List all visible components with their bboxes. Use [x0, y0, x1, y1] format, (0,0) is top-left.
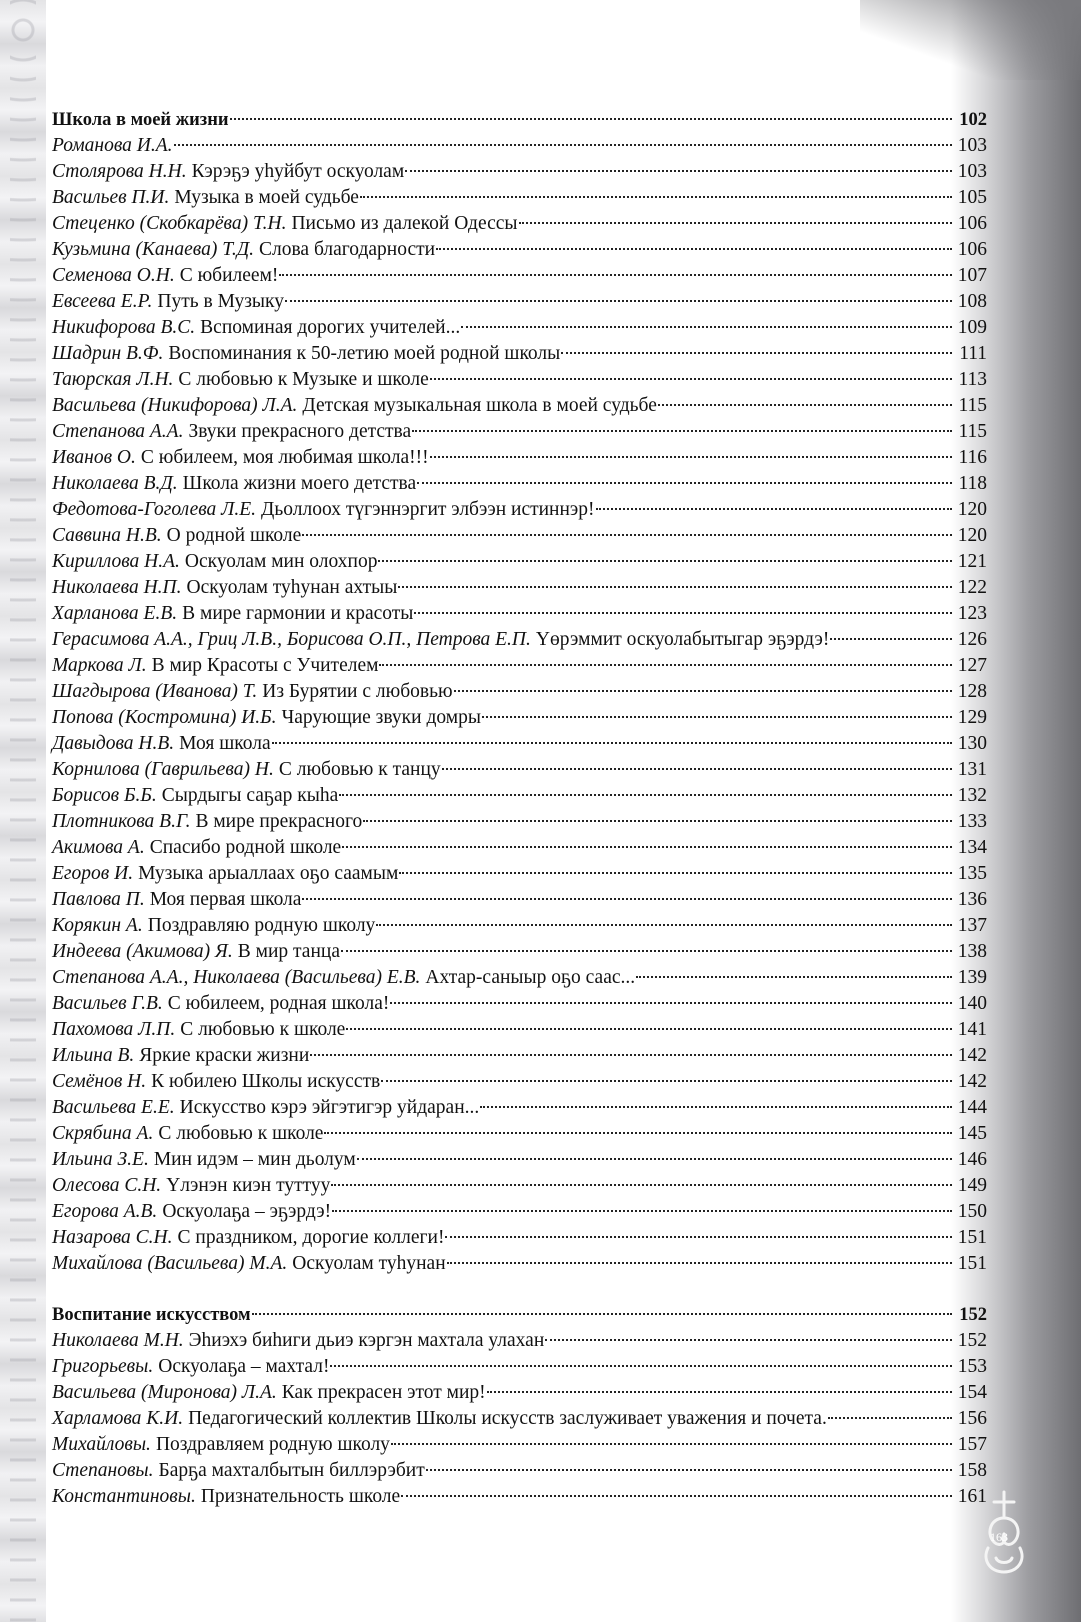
entry-page-number: 120 [957, 499, 987, 520]
entry-title: Слова благодарности [258, 239, 436, 260]
entry-title: С любовью к танцу [278, 759, 441, 780]
dot-leader [412, 430, 952, 432]
entry-author: Павлова П. [52, 889, 145, 910]
entry-page-number: 133 [957, 811, 987, 832]
entry-author: Егоров И. [52, 863, 134, 884]
dot-leader [436, 248, 952, 250]
dot-leader [426, 1469, 952, 1471]
entry-author: Пахомова Л.П. [52, 1019, 176, 1040]
toc-entry[interactable] [52, 1251, 987, 1277]
dot-leader [480, 1106, 952, 1108]
entry-page-number: 127 [957, 655, 987, 676]
dot-leader [445, 1236, 952, 1238]
entry-page-number: 157 [957, 1434, 987, 1455]
entry-title: В мире прекрасного [195, 811, 363, 832]
entry-author: Михайлова (Васильева) М.А. [52, 1253, 288, 1274]
entry-title: Үлэнэн киэн туттуу [166, 1175, 331, 1196]
toc-entry[interactable] [52, 1043, 987, 1069]
top-corner-shadow [860, 0, 1081, 80]
entry-author: Евсеева Е.Р. [52, 291, 153, 312]
entry-title: Оскуолам туһунан ахтыы [186, 577, 398, 598]
toc-entry[interactable] [52, 523, 987, 549]
entry-title: Кэрэҕэ уһуйбут оскуолам [191, 161, 405, 182]
toc-entry[interactable] [52, 133, 987, 159]
toc-entry[interactable] [52, 159, 987, 185]
entry-page-number: 130 [957, 733, 987, 754]
toc-entry[interactable] [52, 1173, 987, 1199]
entry-author: Попова (Костромина) И.Б. [52, 707, 277, 728]
entry-page-number: 132 [957, 785, 987, 806]
toc-entry[interactable] [52, 1484, 987, 1510]
toc-entry[interactable] [52, 1354, 987, 1380]
left-ornamental-border [0, 0, 46, 1622]
entry-page-number: 152 [957, 1330, 987, 1351]
toc-entry[interactable] [52, 185, 987, 211]
dot-leader [561, 352, 952, 354]
toc-entry[interactable] [52, 1147, 987, 1173]
toc-entry[interactable] [52, 809, 987, 835]
toc-entry[interactable] [52, 627, 987, 653]
entry-title: Вспоминая дорогих учителей... [200, 317, 461, 338]
entry-author: Федотова-Гоголева Л.Е. [52, 499, 257, 520]
entry-page-number: 151 [957, 1227, 987, 1248]
dot-leader [379, 664, 952, 666]
entry-title: В мире гармонии и красоты [182, 603, 414, 624]
dot-leader [391, 1443, 952, 1445]
entry-page-number: 142 [957, 1045, 987, 1066]
entry-page-number: 116 [958, 447, 987, 468]
dot-leader [487, 1391, 952, 1393]
entry-page-number: 150 [957, 1201, 987, 1222]
entry-author: Семенова О.Н. [52, 265, 175, 286]
entry-author: Степанова А.А., Николаева (Васильева) Е.В. [52, 967, 421, 988]
entry-page-number: 142 [957, 1071, 987, 1092]
entry-title: Звуки прекрасного детства [188, 421, 412, 442]
dot-leader [332, 1210, 952, 1212]
toc-entry[interactable] [52, 1328, 987, 1354]
dot-leader [342, 846, 952, 848]
entry-page-number: 111 [959, 343, 987, 364]
entry-page-number: 161 [957, 1486, 987, 1507]
entry-page-number: 158 [957, 1460, 987, 1481]
dot-leader [341, 950, 952, 952]
entry-title: Как прекрасен этот мир! [281, 1382, 486, 1403]
entry-author: Харланова Е.В. [52, 603, 178, 624]
toc-entry[interactable] [52, 1380, 987, 1406]
entry-author: Егорова А.В. [52, 1201, 158, 1222]
dot-leader [442, 768, 952, 770]
entry-author: Константиновы. [52, 1486, 196, 1507]
dot-leader [331, 1184, 952, 1186]
dot-leader [398, 586, 952, 588]
toc-entry[interactable] [52, 1406, 987, 1432]
entry-title: Моя школа [179, 733, 271, 754]
entry-page-number: 140 [957, 993, 987, 1014]
entry-page-number: 156 [957, 1408, 987, 1429]
toc-entry[interactable] [52, 549, 987, 575]
entry-author: Давыдова Н.В. [52, 733, 175, 754]
entry-author: Никифорова В.С. [52, 317, 196, 338]
entry-author: Васильев Г.В. [52, 993, 163, 1014]
entry-page-number: 113 [958, 369, 987, 390]
dot-leader [482, 716, 952, 718]
dot-leader [430, 456, 952, 458]
toc-entry[interactable] [52, 471, 987, 497]
toc-entry[interactable] [52, 679, 987, 705]
toc-entry[interactable] [52, 393, 987, 419]
entry-title: Музыка арыаллаах оҕо саамым [138, 863, 399, 884]
dot-leader [405, 170, 952, 172]
entry-title: Барҕа махталбытын биллэрэбит [158, 1460, 425, 1481]
toc-entry[interactable] [52, 445, 987, 471]
dot-leader [596, 508, 952, 510]
entry-title: Признательность школе [200, 1486, 401, 1507]
entry-page-number: 144 [957, 1097, 987, 1118]
entry-author: Васильева Е.Е. [52, 1097, 175, 1118]
entry-title: Мин идэм – мин дьолум [153, 1149, 356, 1170]
entry-title: Оскуолам туһунан [292, 1253, 446, 1274]
dot-leader [363, 820, 952, 822]
dot-leader [376, 924, 952, 926]
entry-page-number: 151 [957, 1253, 987, 1274]
entry-page-number: 105 [957, 187, 987, 208]
dot-leader [390, 1002, 952, 1004]
entry-author: Плотникова В.Г. [52, 811, 191, 832]
entry-title: С любовью к школе [180, 1019, 346, 1040]
entry-title: Моя первая школа [149, 889, 302, 910]
toc-entry[interactable] [52, 913, 987, 939]
dot-leader [346, 1028, 952, 1030]
entry-page-number: 146 [957, 1149, 987, 1170]
entry-page-number: 120 [957, 525, 987, 546]
entry-title: Школа жизни моего детства [182, 473, 417, 494]
entry-title: Искусство кэрэ эйгэтигэр уйдаран... [179, 1097, 480, 1118]
dot-leader [310, 1054, 952, 1056]
dot-leader [447, 1262, 952, 1264]
entry-page-number: 122 [957, 577, 987, 598]
toc-entry[interactable] [52, 965, 987, 991]
dot-leader [378, 560, 952, 562]
toc-entry[interactable] [52, 1095, 987, 1121]
dot-leader [302, 534, 952, 536]
entry-page-number: 153 [957, 1356, 987, 1377]
dot-leader [285, 300, 952, 302]
entry-page-number: 115 [958, 395, 987, 416]
toc-entry[interactable] [52, 1458, 987, 1484]
toc-entry[interactable] [52, 731, 987, 757]
entry-page-number: 126 [957, 629, 987, 650]
toc-entry[interactable] [52, 367, 987, 393]
entry-title: К юбилею Школы искусств [151, 1071, 381, 1092]
section-page-number: 102 [959, 110, 987, 130]
entry-title: С юбилеем, моя любимая школа!!! [140, 447, 429, 468]
entry-page-number: 106 [957, 239, 987, 260]
entry-page-number: 106 [957, 213, 987, 234]
toc-entry[interactable] [52, 419, 987, 445]
entry-title: Яркие краски жизни [139, 1045, 310, 1066]
toc-entry[interactable] [52, 497, 987, 523]
entry-title: Письмо из далекой Одессы [291, 213, 518, 234]
entry-author: Кузьмина (Канаева) Т.Д. [52, 239, 254, 260]
dot-leader [252, 1313, 952, 1315]
entry-author: Романова И.А. [52, 135, 173, 156]
entry-author: Васильева (Никифорова) Л.А. [52, 395, 298, 416]
entry-author: Шагдырова (Иванова) Т. [52, 681, 258, 702]
entry-title: Дьоллоох түгэннэргит элбээн истиннэр! [261, 499, 595, 520]
entry-author: Корнилова (Гаврильева) Н. [52, 759, 274, 780]
entry-page-number: 109 [957, 317, 987, 338]
toc-entry[interactable] [52, 653, 987, 679]
entry-page-number: 134 [957, 837, 987, 858]
section-gap [52, 1277, 987, 1302]
toc-entry[interactable] [52, 783, 987, 809]
entry-author: Столярова Н.Н. [52, 161, 187, 182]
entry-title: В мир танца [237, 941, 340, 962]
toc-entry[interactable] [52, 1069, 987, 1095]
entry-title: Педагогический коллектив Школы искусств заслуживает уважения и почета. [188, 1408, 827, 1429]
entry-author: Кириллова Н.А. [52, 551, 180, 572]
entry-author: Маркова Л. [52, 655, 147, 676]
dot-leader [324, 1132, 952, 1134]
entry-author: Васильева (Миронова) Л.А. [52, 1382, 277, 1403]
entry-author: Ильина В. [52, 1045, 135, 1066]
entry-title: Оскуолаҕа – махтал! [158, 1356, 330, 1377]
entry-author: Семёнов Н. [52, 1071, 147, 1092]
toc-entry[interactable] [52, 601, 987, 627]
entry-page-number: 135 [957, 863, 987, 884]
entry-author: Михайловы. [52, 1434, 151, 1455]
entry-author: Харламова К.И. [52, 1408, 184, 1429]
dot-leader [636, 976, 952, 978]
entry-page-number: 103 [957, 135, 987, 156]
entry-title: Эһиэхэ биһиги дьиэ кэргэн махтала улахан [188, 1330, 545, 1351]
toc-entry[interactable] [52, 939, 987, 965]
entry-author: Васильев П.И. [52, 187, 170, 208]
toc-entry[interactable] [52, 263, 987, 289]
entry-page-number: 128 [957, 681, 987, 702]
dot-leader [339, 794, 952, 796]
toc-entry[interactable] [52, 237, 987, 263]
toc-section-heading[interactable] [52, 107, 987, 133]
dot-leader [830, 638, 952, 640]
entry-author: Стеценко (Скобкарёва) Т.Н. [52, 213, 287, 234]
entry-title: Поздравляем родную школу [155, 1434, 390, 1455]
entry-author: Скрябина А. [52, 1123, 154, 1144]
toc-entry[interactable] [52, 1199, 987, 1225]
dot-leader [399, 872, 952, 874]
dot-leader [519, 222, 953, 224]
dot-leader [828, 1417, 952, 1419]
dot-leader [230, 118, 952, 120]
dot-leader [430, 378, 952, 380]
entry-title: С юбилеем, родная школа! [167, 993, 390, 1014]
entry-title: С любовью к школе [158, 1123, 324, 1144]
entry-title: О родной школе [166, 525, 302, 546]
toc-entry[interactable] [52, 575, 987, 601]
entry-author: Корякин А. [52, 915, 143, 936]
toc-entry[interactable] [52, 835, 987, 861]
dot-leader [272, 742, 952, 744]
toc-entry[interactable] [52, 341, 987, 367]
toc-entry[interactable] [52, 211, 987, 237]
dot-leader [414, 612, 952, 614]
entry-title: Поздравляю родную школу [147, 915, 376, 936]
entry-author: Григорьевы. [52, 1356, 154, 1377]
entry-author: Таюрская Л.Н. [52, 369, 174, 390]
entry-author: Олесова С.Н. [52, 1175, 162, 1196]
entry-title: Үөрэммит оскуолабытыгар эҕэрдэ! [535, 629, 830, 650]
entry-author: Иванов О. [52, 447, 136, 468]
entry-author: Николаева М.Н. [52, 1330, 184, 1351]
entry-author: Саввина Н.В. [52, 525, 162, 546]
entry-title: Путь в Музыку [157, 291, 284, 312]
entry-title: Музыка в моей судьбе [174, 187, 359, 208]
toc-entry[interactable] [52, 1432, 987, 1458]
entry-page-number: 154 [957, 1382, 987, 1403]
table-of-contents [52, 107, 987, 1510]
dot-leader [174, 144, 952, 146]
entry-page-number: 107 [957, 265, 987, 286]
toc-entry[interactable] [52, 991, 987, 1017]
toc-entry[interactable] [52, 1017, 987, 1043]
dot-leader [401, 1495, 952, 1497]
dot-leader [279, 274, 952, 276]
entry-title: Воспоминания к 50-летию моей родной школы [168, 343, 561, 364]
entry-page-number: 121 [957, 551, 987, 572]
dot-leader [658, 404, 952, 406]
entry-page-number: 108 [957, 291, 987, 312]
entry-title: С юбилеем! [179, 265, 279, 286]
entry-title: Оскуолаҕа – эҕэрдэ! [162, 1201, 332, 1222]
toc-entry[interactable] [52, 315, 987, 341]
entry-page-number: 118 [958, 473, 987, 494]
entry-title: Детская музыкальная школа в моей судьбе [302, 395, 657, 416]
entry-author: Назарова С.Н. [52, 1227, 173, 1248]
toc-entry[interactable] [52, 1121, 987, 1147]
page-number: 163 [990, 1530, 1008, 1544]
entry-title: С праздником, дорогие коллеги! [177, 1227, 445, 1248]
entry-author: Герасимова А.А., Гриц Л.В., Борисова О.П., Петрова Е.П. [52, 629, 531, 650]
entry-page-number: 131 [957, 759, 987, 780]
entry-page-number: 139 [957, 967, 987, 988]
dot-leader [461, 326, 952, 328]
entry-page-number: 115 [958, 421, 987, 442]
section-title: Воспитание искусством [52, 1305, 251, 1325]
dot-leader [330, 1365, 952, 1367]
toc-entry[interactable] [52, 757, 987, 783]
entry-author: Николаева Н.П. [52, 577, 182, 598]
section-title: Школа в моей жизни [52, 110, 229, 130]
dot-leader [381, 1080, 952, 1082]
entry-author: Борисов Б.Б. [52, 785, 157, 806]
toc-entry[interactable] [52, 1225, 987, 1251]
entry-author: Шадрин В.Ф. [52, 343, 164, 364]
section-page-number: 152 [959, 1305, 987, 1325]
entry-page-number: 129 [957, 707, 987, 728]
entry-page-number: 137 [957, 915, 987, 936]
entry-title: В мир Красоты с Учителем [151, 655, 379, 676]
entry-author: Николаева В.Д. [52, 473, 178, 494]
entry-title: Из Бурятии с любовью [262, 681, 453, 702]
entry-author: Индеева (Акимова) Я. [52, 941, 233, 962]
toc-section-heading[interactable] [52, 1302, 987, 1328]
toc-entry[interactable] [52, 861, 987, 887]
entry-page-number: 103 [957, 161, 987, 182]
entry-page-number: 123 [957, 603, 987, 624]
entry-title: Сырдыгы саҕар кыһа [161, 785, 339, 806]
dot-leader [357, 1158, 952, 1160]
entry-title: Спасибо родной школе [149, 837, 342, 858]
dot-leader [360, 196, 952, 198]
entry-page-number: 141 [957, 1019, 987, 1040]
dot-leader [454, 690, 952, 692]
entry-author: Степановы. [52, 1460, 154, 1481]
dot-leader [417, 482, 952, 484]
entry-title: Оскуолам мин олохпор [184, 551, 378, 572]
entry-author: Степанова А.А. [52, 421, 184, 442]
entry-title: С любовью к Музыке и школе [178, 369, 429, 390]
entry-author: Ильина З.Е. [52, 1149, 149, 1170]
entry-title: Чарующие звуки домры [281, 707, 481, 728]
entry-page-number: 138 [957, 941, 987, 962]
dot-leader [545, 1339, 952, 1341]
toc-entry[interactable] [52, 705, 987, 731]
entry-title: Ахтар-саныыр оҕо саас... [425, 967, 636, 988]
entry-page-number: 145 [957, 1123, 987, 1144]
entry-page-number: 149 [957, 1175, 987, 1196]
entry-author: Акимова А. [52, 837, 145, 858]
toc-entry[interactable] [52, 887, 987, 913]
entry-page-number: 136 [957, 889, 987, 910]
toc-entry[interactable] [52, 289, 987, 315]
dot-leader [302, 898, 952, 900]
